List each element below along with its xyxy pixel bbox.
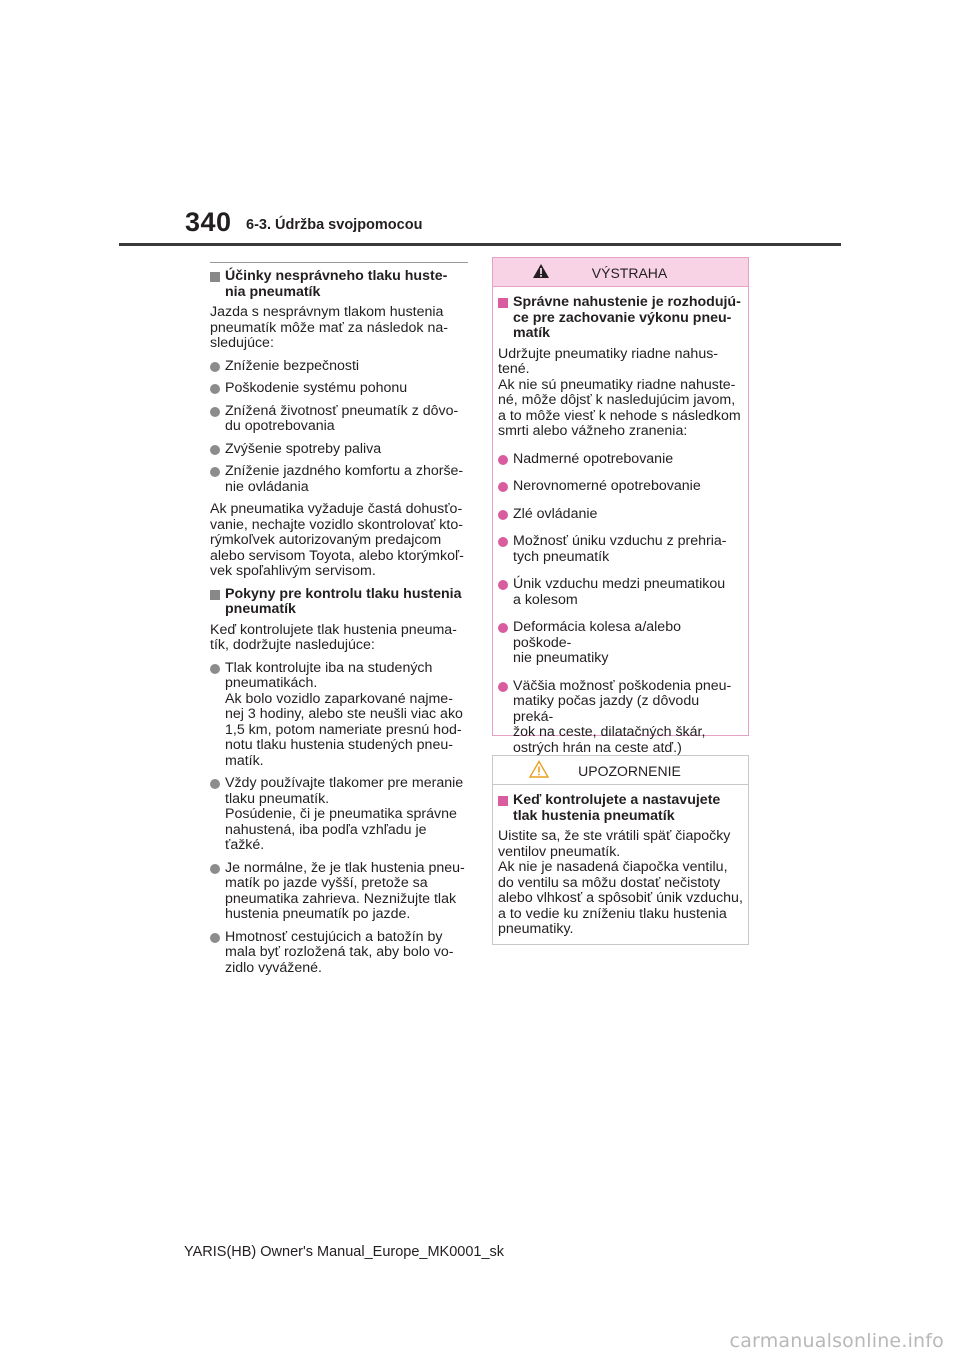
bullet-dot-icon xyxy=(498,455,508,465)
list-item xyxy=(210,930,468,977)
watermark: carmanualsonline.info xyxy=(729,1330,944,1352)
list-item-text: Väčšia možnosť poškodenia pneu- matiky počas jazdy (z dôvodu preká- žok na ceste, dilatačných škár, ostrých hrán na ceste atď.) xyxy=(513,677,732,756)
list-item xyxy=(498,577,743,608)
bullet-dot-icon xyxy=(498,510,508,520)
list-item xyxy=(498,452,743,468)
notice-body xyxy=(493,785,748,938)
bullet-dot-icon xyxy=(498,623,508,633)
list-item-text: Je normálne, že je tlak hustenia pneu- matík po jazde vyšší, pretože sa pneumatika zahrieva. Neznižujte tlak hustenia pneumatík po jazde. xyxy=(225,859,465,922)
bullet-dot-icon xyxy=(498,482,508,492)
bullet-dot-icon xyxy=(210,362,220,372)
list-item-text: Hmotnosť cestujúcich a batožín by mala byť rozložená tak, aby bolo vo- zidlo vyvážené. xyxy=(225,928,454,976)
list-item xyxy=(498,620,743,667)
notice-box-header xyxy=(493,756,748,785)
section-heading-text: Účinky nesprávneho tlaku huste- nia pneumatík xyxy=(225,268,448,300)
notice-box xyxy=(492,755,749,945)
list-item xyxy=(210,661,468,770)
paragraph: Keď kontrolujete tlak hustenia pneuma- tík, dodržujte nasledujúce: xyxy=(210,621,457,653)
list-item-text: Deformácia kolesa a/alebo poškode- nie pneumatiky xyxy=(513,619,681,666)
list-item-text: Vždy používajte tlakomer pre meranie tlaku pneumatík. Posúdenie, či je pneumatika správne nahustená, iba podľa vzhľadu je ťažké. xyxy=(225,775,464,853)
list-item-text: Znížená životnosť pneumatík z dôvo- du opotrebovania xyxy=(225,402,459,434)
bullet-dot-icon xyxy=(210,864,220,874)
list-item xyxy=(498,679,743,757)
warning-box xyxy=(492,257,749,756)
page-number: 340 xyxy=(185,207,232,237)
list-item-text: Zlé ovládanie xyxy=(513,505,598,522)
list-item-text: Možnosť úniku vzduchu z prehria- tych pneumatík xyxy=(513,533,727,565)
warning-body xyxy=(493,287,748,756)
bullet-dot-icon xyxy=(210,445,220,455)
list-item-text: Zníženie bezpečnosti xyxy=(225,357,360,374)
bullet-dot-icon xyxy=(210,384,220,394)
list-item-text: Zvýšenie spotreby paliva xyxy=(225,440,382,457)
list-item-text: Nadmerné opotrebovanie xyxy=(513,450,674,467)
list-item-text: Zníženie jazdného komfortu a zhorše- nie ovládania xyxy=(225,463,464,495)
square-bullet-icon xyxy=(210,590,220,600)
list-item xyxy=(210,359,468,375)
list-item xyxy=(210,381,468,397)
paragraph: Ak pneumatika vyžaduje častá dohusťo- vanie, nechajte vozidlo skontrolovať kto- rýmkoľvek autorizovaným predajcom alebo servisom Toyota, alebo ktorýmkoľ- vek spoľahlivým servisom. xyxy=(210,501,464,579)
section-title: 6-3. Údržba svojpomocou xyxy=(246,217,423,233)
square-bullet-icon xyxy=(498,298,508,308)
bullet-dot-icon xyxy=(498,537,508,547)
footer-text: YARIS(HB) Owner's Manual_Europe_MK0001_sk xyxy=(184,1244,505,1260)
warning-heading-text: Správne nahustenie je rozhodujú- ce pre zachovanie výkonu pneu- matík xyxy=(513,294,741,341)
list-item-text: Únik vzduchu medzi pneumatikou a kolesom xyxy=(513,576,726,608)
list-item xyxy=(498,479,743,495)
list-item-text: Tlak kontrolujte iba na studených pneumatikách. Ak bolo vozidlo zaparkované najme- nej 3 hodiny, alebo ste neušli viac ako 1,5 km, potom nameriate presnú hod- notu tlaku hustenia studených pneu- matík. xyxy=(225,659,463,769)
list-item xyxy=(498,507,743,523)
notice-heading-text: Keď kontrolujete a nastavujete tlak hustenia pneumatík xyxy=(513,792,721,824)
bullet-dot-icon xyxy=(498,682,508,692)
list-item xyxy=(210,861,468,923)
section-heading-text: Pokyny pre kontrolu tlaku hustenia pneumatík xyxy=(225,585,462,617)
warning-title: VÝSTRAHA xyxy=(591,265,668,281)
list-item xyxy=(210,404,468,435)
square-bullet-icon xyxy=(498,796,508,806)
list-item xyxy=(498,534,743,565)
notice-heading xyxy=(498,793,743,824)
warning-heading xyxy=(498,295,743,342)
paragraph: Udržujte pneumatiky riadne nahus- tené. Ak nie sú pneumatiky riadne nahuste- né, môže dôjsť k nasledujúcim javom, a to môže viesť k nehode s následkom smrti alebo vážneho zranenia: xyxy=(498,345,741,439)
bullet-dot-icon xyxy=(210,779,220,789)
square-bullet-icon xyxy=(210,272,220,282)
bullet-dot-icon xyxy=(210,467,220,477)
left-column xyxy=(210,262,468,983)
paragraph: Uistite sa, že ste vrátili späť čiapočky ventilov pneumatík. Ak nie je nasadená čiapočka ventilu, do ventilu sa môžu dostať nečistoty alebo vlhkosť a spôsobiť únik vzduchu, a to vedie ku zníženiu tlaku hustenia pneumatiky. xyxy=(498,828,743,937)
list-item xyxy=(210,442,468,458)
bullet-dot-icon xyxy=(210,407,220,417)
bullet-dot-icon xyxy=(210,933,220,943)
section-heading-pressure-check xyxy=(210,587,468,618)
warning-box-header xyxy=(493,258,748,287)
list-item-text: Poškodenie systému pohonu xyxy=(225,380,408,396)
list-item-text: Nerovnomerné opotrebovanie xyxy=(513,478,701,494)
notice-title: UPOZORNENIE xyxy=(578,763,681,779)
bullet-dot-icon xyxy=(498,580,508,590)
list-item xyxy=(210,464,468,495)
bullet-dot-icon xyxy=(210,664,220,674)
paragraph: Jazda s nesprávnym tlakom hustenia pneumatík môže mať za následok na- sledujúce: xyxy=(210,304,448,351)
section-heading-tire-pressure-effects xyxy=(210,269,468,300)
header-divider xyxy=(119,243,841,246)
column-top-rule xyxy=(210,262,468,263)
list-item xyxy=(210,776,468,854)
